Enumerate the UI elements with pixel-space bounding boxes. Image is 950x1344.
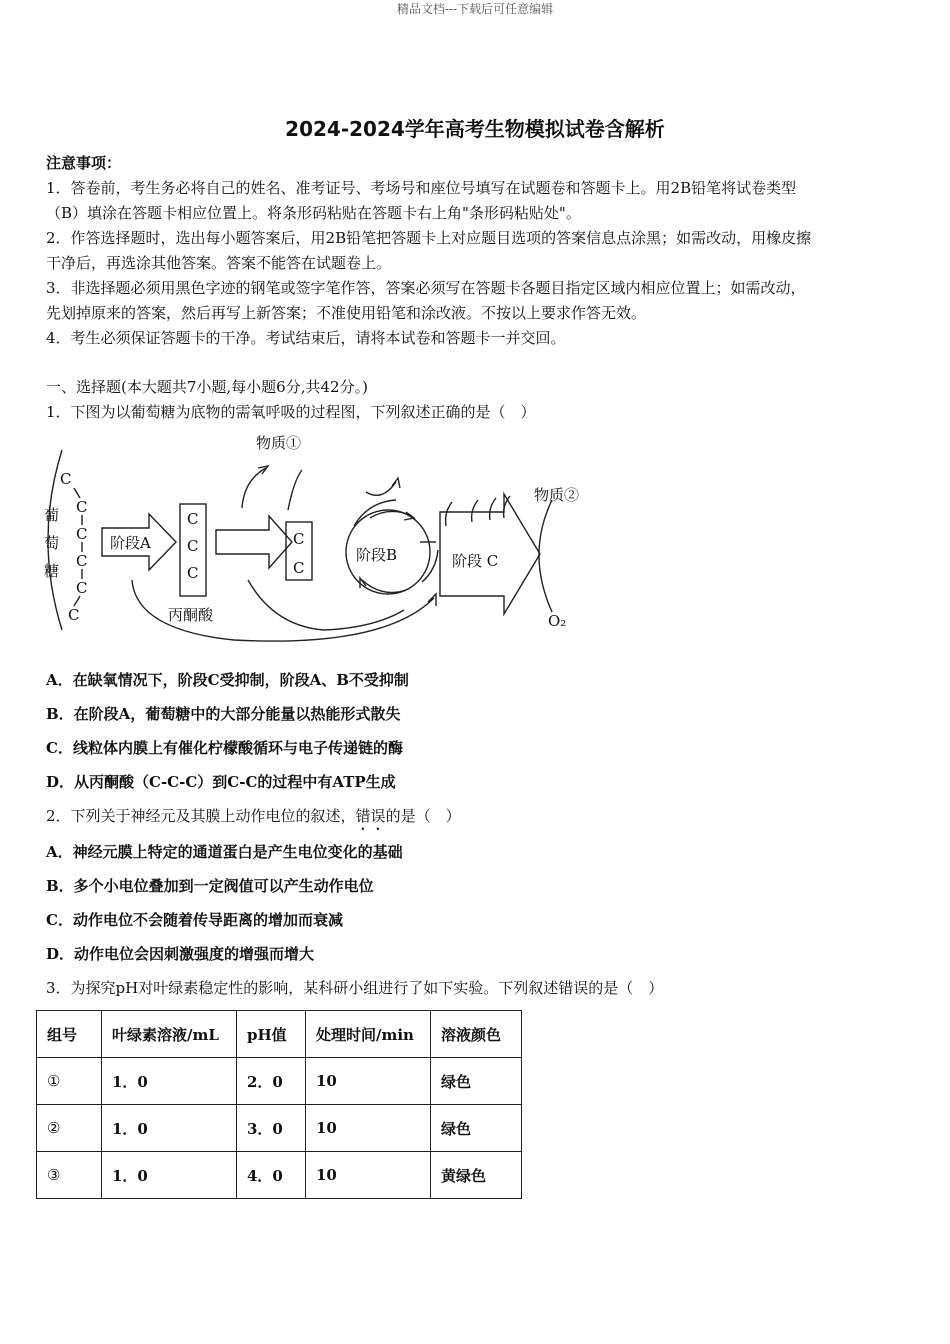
table-cell: ③ <box>37 1152 102 1199</box>
table-cell: ① <box>37 1058 102 1105</box>
q1-option-c: C．线粒体内膜上有催化柠檬酸循环与电子传递链的酶 <box>46 739 403 757</box>
experiment-table <box>36 1010 522 1199</box>
question-3-stem: 3．为探究pH对叶绿素稳定性的影响，某科研小组进行了如下实验。下列叙述错误的是（ ） <box>46 979 664 997</box>
table-cell: 10 <box>306 1152 431 1199</box>
table-cell: 1．0 <box>102 1058 237 1105</box>
glucose-char: 葡 <box>44 506 60 524</box>
carbon-label: C <box>76 525 88 543</box>
table-cell: 10 <box>306 1105 431 1152</box>
respiration-diagram <box>44 430 584 650</box>
header-note: 精品文档---下载后可任意编辑 <box>396 2 554 16</box>
table-row <box>37 1152 522 1199</box>
page-title: 2024-2024学年高考生物模拟试卷含解析 <box>285 117 665 141</box>
q2-option-c: C．动作电位不会随着传导距离的增加而衰减 <box>46 911 343 929</box>
notice-line: 4．考生必须保证答题卡的干净。考试结束后，请将本试卷和答题卡一并交回。 <box>46 329 566 347</box>
substance-2-label: 物质② <box>534 486 580 504</box>
pyruvate-carbon: C <box>187 564 199 582</box>
q1-option-b: B．在阶段A，葡萄糖中的大部分能量以热能形式散失 <box>46 705 401 723</box>
table-cell: 10 <box>306 1058 431 1105</box>
pyruvate-carbon: C <box>187 537 199 555</box>
stage-a-label: 阶段A <box>110 534 151 552</box>
table-cell: 1．0 <box>102 1105 237 1152</box>
question-2-stem-after: 的是（ ） <box>385 807 461 825</box>
glucose-char: 萄 <box>44 534 60 552</box>
table-cell: ② <box>37 1105 102 1152</box>
table-cell: 2．0 <box>237 1058 306 1105</box>
cc-carbon: C <box>293 530 305 548</box>
q2-option-a: A．神经元膜上特定的通道蛋白是产生电位变化的基础 <box>46 843 403 861</box>
table-header-cell: 组号 <box>37 1011 102 1058</box>
table-cell: 3．0 <box>237 1105 306 1152</box>
stage-c-label: 阶段 C <box>452 552 499 570</box>
carbon-label: C <box>60 470 72 488</box>
notice-line: （B）填涂在答题卡相应位置上。将条形码粘贴在答题卡右上角"条形码粘贴处"。 <box>46 204 581 222</box>
table-cell: 1．0 <box>102 1152 237 1199</box>
glucose-char: 糖 <box>44 562 60 580</box>
notice-line: 3．非选择题必须用黑色字迹的钢笔或签字笔作答，答案必须写在答题卡各题目指定区域内相应位置上；如需改动， <box>46 279 806 297</box>
carbon-label: C <box>76 552 88 570</box>
carbon-label: C <box>76 498 88 516</box>
oxygen-label: O₂ <box>548 612 567 630</box>
q2-option-d: D．动作电位会因刺激强度的增强而增大 <box>46 945 315 963</box>
pyruvate-label: 丙酮酸 <box>168 606 214 624</box>
notice-heading: 注意事项： <box>46 154 122 172</box>
carbon-label: C <box>76 579 88 597</box>
notice-line: 1．答卷前，考生务必将自己的姓名、准考证号、考场号和座位号填写在试题卷和答题卡上。用2B铅笔将试卷类型 <box>46 179 797 197</box>
substance-1-label: 物质① <box>256 434 302 452</box>
table-header-cell: pH值 <box>237 1011 306 1058</box>
table-cell: 绿色 <box>431 1058 522 1105</box>
section-heading: 一、选择题(本大题共7小题,每小题6分,共42分。) <box>46 378 368 396</box>
table-header-cell: 溶液颜色 <box>431 1011 522 1058</box>
table-header-cell: 叶绿素溶液/mL <box>102 1011 237 1058</box>
question-2-stem <box>46 805 461 834</box>
table-header-row <box>37 1011 522 1058</box>
pyruvate-carbon: C <box>187 510 199 528</box>
table-header-cell: 处理时间/min <box>306 1011 431 1058</box>
table-row <box>37 1105 522 1152</box>
q1-option-a: A．在缺氧情况下，阶段C受抑制，阶段A、B不受抑制 <box>46 671 409 689</box>
table-cell: 黄绿色 <box>431 1152 522 1199</box>
table-cell: 4．0 <box>237 1152 306 1199</box>
q2-option-b: B．多个小电位叠加到一定阀值可以产生动作电位 <box>46 877 374 895</box>
stage-b-label: 阶段B <box>356 546 398 564</box>
question-2-stem-before: 2．下列关于神经元及其膜上动作电位的叙述， <box>46 807 356 825</box>
notice-line: 先划掉原来的答案，然后再写上新答案；不准使用铅笔和涂改液。不按以上要求作答无效。 <box>46 304 647 322</box>
question-1-stem: 1．下图为以葡萄糖为底物的需氧呼吸的过程图，下列叙述正确的是（ ） <box>46 403 536 421</box>
question-2-emphasis: 错误 <box>355 807 386 825</box>
cc-carbon: C <box>293 559 305 577</box>
carbon-label: C <box>68 606 80 624</box>
notice-line: 干净后，再选涂其他答案。答案不能答在试题卷上。 <box>46 254 392 272</box>
notice-line: 2．作答选择题时，选出每小题答案后，用2B铅笔把答题卡上对应题目选项的答案信息点涂黑；如需改动，用橡皮擦 <box>46 229 812 247</box>
table-row <box>37 1058 522 1105</box>
q1-option-d: D．从丙酮酸（C-C-C）到C-C的过程中有ATP生成 <box>46 773 396 791</box>
table-cell: 绿色 <box>431 1105 522 1152</box>
